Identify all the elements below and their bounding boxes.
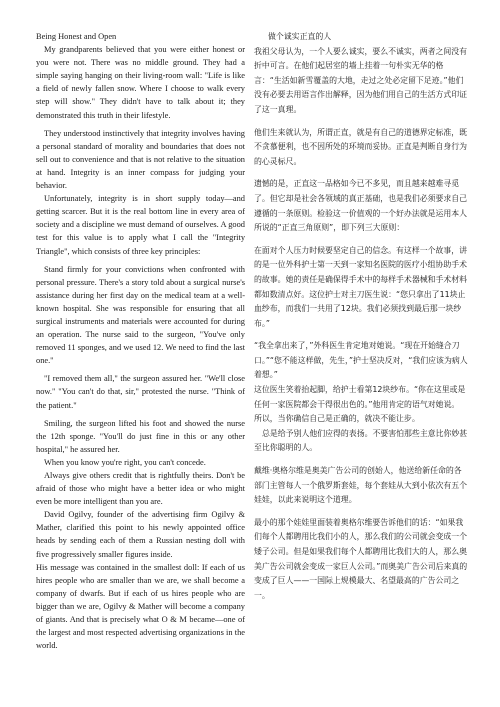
english-title: Being Honest and Open <box>36 32 117 41</box>
english-paragraph: His message was contained in the smallest doll: If each of us hires people who are smaller than we are, we shall become a company of dwarfs. But if each of us hires people who are bigger than we are, Ogilvy & Mather will become a company of giants. And that is precisely what O & M became—one of the largest and most respected advertising organizations in the world. <box>36 562 245 651</box>
english-paragraph: Unfortunately, integrity is in short supply today—and getting scarcer. But it is the real bottom line in every area of society and a discipline we must demand of ourselves. A good test for this value is to apply what I call the "Integrity Triangle", which consists of three key principles: <box>36 194 245 256</box>
english-paragraph: When you know you're right, you can't concede. <box>44 457 206 467</box>
chinese-paragraph: 戴维·奥格尔维是奥美广告公司的创始人，他送给新任命的各部门主管每人一个俄罗斯套娃，每个套娃从大到小依次有五个娃娃，以此来说明这个道理。 <box>254 466 468 505</box>
chinese-title: 做个诚实正直的人 <box>268 32 332 41</box>
english-paragraph: My grandparents believed that you were either honest or you were not. There was no middle ground. They had a simple saying hanging on their living-room wall: "Life is like a field of newly fallen snow. Where I choose to walk every step will show." They didn't have to talk about it; they demonstrated this truth in their lifestyle. <box>36 45 245 120</box>
chinese-column <box>254 30 469 603</box>
chinese-paragraph: 所以，当你确信自己是正确的，就决不能让步。 <box>254 414 420 424</box>
chinese-paragraph: 遗憾的是，正直这一品格如今已不多见，而且越来越难寻觅了。但它却是社会各领域的真正基础，也是我们必须要求自己遵循的一条原则。检验这一价值观的一个好办法就是运用本人所说的“正直三角原则”，即下列三大原则： <box>254 179 468 233</box>
english-paragraph: Smiling, the surgeon lifted his foot and showed the nurse the 12th sponge. "You'll do just fine in this or any other hospital," he assured her. <box>36 418 245 454</box>
chinese-paragraph: “我全拿出来了，”外科医生肯定地对她说。“现在开始缝合刀口。”“您不能这样做，先生，”护士坚决反对，“我们应该为病人着想。” <box>254 341 468 380</box>
english-paragraph: David Ogilvy, founder of the advertising firm Ogilvy & Mather, clarified this point to his newly appointed office heads by sending each of them a Russian nesting doll with five progressively smaller figures inside. <box>36 510 245 559</box>
english-paragraph: Always give others credit that is rightfully theirs. Don't be afraid of those who might have a better idea or who might even be more intelligent than you are. <box>36 471 245 507</box>
chinese-paragraph: 总是给予别人他们应得的表扬。不要害怕那些主意比你妙甚至比你聪明的人。 <box>254 428 468 453</box>
english-column <box>36 30 245 652</box>
chinese-paragraph: 他们生来就认为，所谓正直，就是有自己的道德界定标准，既不贪慕便利，也不因所处的环境而妥协。正直是判断自身行为的心灵标尺。 <box>254 127 468 166</box>
chinese-paragraph: 我祖父母认为，一个人要么诚实，要么不诚实，两者之间没有折中可言。在他们起居室的墙上挂着一句朴实无华的格言：“生活如新雪覆盖的大地，走过之处必定留下足迹。”他们没有必要去用语言作出解释，因为他们用自己的生活方式印证了这一真理。 <box>254 46 468 114</box>
english-paragraph: Stand firmly for your convictions when confronted with personal pressure. There's a story told about a surgical nurse's assistance during her first day on the medical team at a well-known hospital. She was responsible for ensuring that all surgical instruments and materials were accounted for during an operation. The nurse said to the surgeon, "You've only removed 11 sponges, and we used 12. We need to find the last one." <box>36 264 245 366</box>
english-paragraph: "I removed them all," the surgeon assured her. "We'll close now." "You can't do that, sir," protested the nurse. "Think of the patient." <box>36 374 245 410</box>
chinese-paragraph: 在面对个人压力时候要坚定自己的信念。有这样一个故事，讲的是一位外科护士第一天到一家知名医院的医疗小组协助手术的故事。她的责任是确保得手术中的每样手术器械和手术材料都如数清点好。这位护士对主刀医生说：“您只拿出了11块止血纱布，而我们一共用了12块。我们必须找到最后那一块纱布。” <box>254 245 468 328</box>
chinese-paragraph: 这位医生笑着抬起脚，给护士看第12块纱布。“你在这里或是任何一家医院都会干得很出色的。”他用肯定的语气对她说。 <box>254 385 466 409</box>
chinese-paragraph: 最小的那个娃娃里面装着奥格尔维要告诉他们的话：“如果我们每个人都聘用比我们小的人，那么我们的公司就会变成一个矮子公司。但是如果我们每个人都聘用比我们大的人，那么奥美广告公司就会变成一家巨人公司。”而奥美广告公司后来真的变成了巨人——一国际上规模最大、名望最高的广告公司之一。 <box>254 517 468 600</box>
english-paragraph: They understood instinctively that integrity involves having a personal standard of morality and boundaries that does not sell out to convenience and that is not relative to the situation at hand. Integrity is an inner compass for judging your behavior. <box>36 128 245 191</box>
